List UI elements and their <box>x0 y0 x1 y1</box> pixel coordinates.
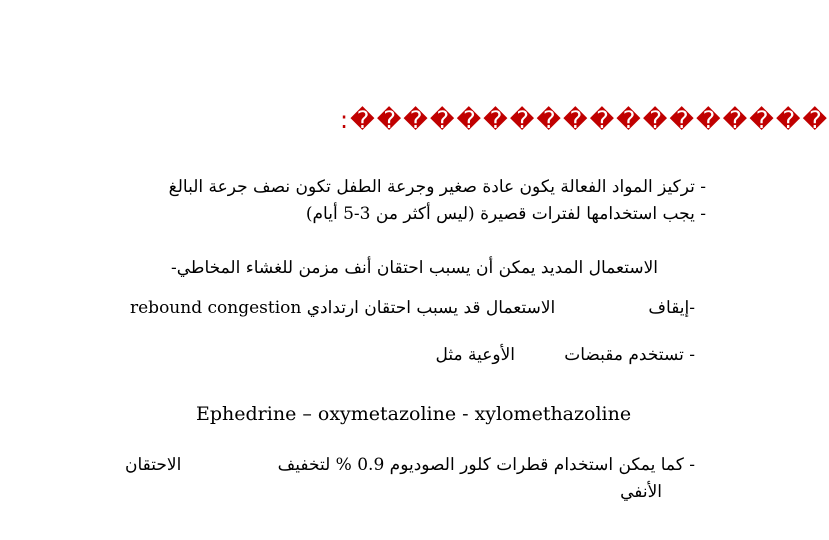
saline-nasal-word: الأنفي <box>620 482 662 502</box>
vessels-text: الأوعية مثل <box>435 345 515 365</box>
bullet-saline: - كما يمكن استخدام قطرات كلور الصوديوم 0.9 % لتخفيف <box>277 455 695 475</box>
rebound-congestion-ar: الاستعمال قد يسبب احتقان ارتدادي <box>306 298 556 318</box>
bullet-vasoconstrictors: - تستخدم مقبضات <box>564 345 695 365</box>
bullet-short-use: - يجب استخدامها لفترات قصيرة (ليس أكثر من 3-5 أيام) <box>305 204 706 224</box>
bullet-concentration: - تركيز المواد الفعالة يكون عادة صغير وجرعة الطفل تكون نصف جرعة البالغ <box>168 177 706 197</box>
drug-names: Ephedrine – oxymetazoline - xylomethazoline <box>196 403 632 425</box>
slide-title: :������������������ <box>340 106 829 134</box>
rebound-congestion-en: rebound congestion <box>130 298 302 318</box>
rebound-congestion-term <box>130 296 555 320</box>
bullet-stop: -إيقاف <box>648 298 695 318</box>
bullet-chronic-use: الاستعمال المديد يمكن أن يسبب احتقان أنف مزمن للغشاء المخاطي- <box>171 258 658 278</box>
saline-congestion-word: الاحتقان <box>125 455 182 475</box>
